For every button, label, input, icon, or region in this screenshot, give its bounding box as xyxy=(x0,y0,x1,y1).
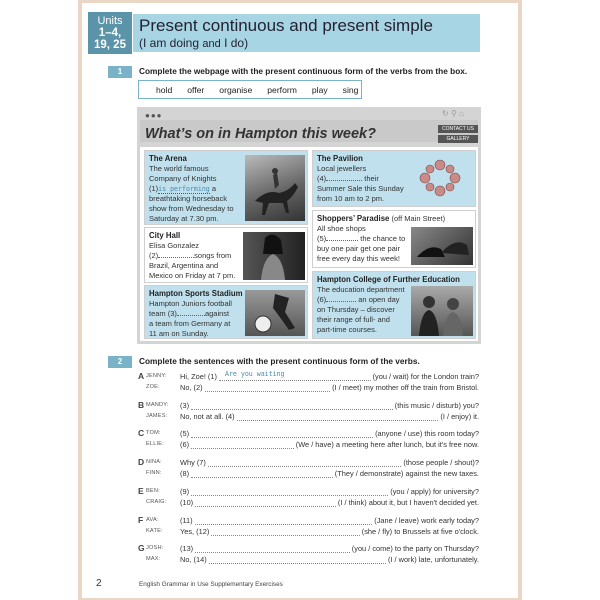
speaker-2: MAX: xyxy=(146,556,161,562)
stadium-blank[interactable] xyxy=(177,315,205,316)
city-hall-heading: City Hall xyxy=(149,231,181,240)
arena-heading: The Arena xyxy=(149,154,187,163)
line-2-start: Yes, (12) xyxy=(180,527,210,536)
line-2-end: (I / enjoy) it. xyxy=(440,412,479,421)
college-gap-number: (6) xyxy=(317,295,327,304)
line-2-end: (They / demonstrate) against the new taxes. xyxy=(334,469,479,478)
webpage-title: What’s on in Hampton this week? xyxy=(145,126,376,142)
units-range: 1–4, xyxy=(98,27,122,39)
answer-blank[interactable] xyxy=(205,384,331,392)
exercise-2-number: 2 xyxy=(108,356,132,368)
speaker-1: AVA: xyxy=(146,517,159,523)
arena-line-6: Saturday at 7.30 pm. xyxy=(149,214,219,223)
shoppers-heading-2: (off Main Street) xyxy=(391,214,446,223)
college-card xyxy=(312,271,476,339)
line-1-start: (11) xyxy=(180,516,193,525)
search-icon: ⚲ xyxy=(450,109,457,118)
speaker-2: FINN: xyxy=(146,470,162,476)
word-perform: perform xyxy=(267,84,297,95)
pavilion-line-2 xyxy=(317,174,404,184)
shoppers-heading-line xyxy=(317,214,445,224)
shoppers-paradise-card xyxy=(312,210,476,268)
shoppers-blank[interactable] xyxy=(326,240,358,241)
footer-text: English Grammar in Use Supplementary Exercises xyxy=(139,581,283,588)
arena-card xyxy=(144,150,308,225)
pavilion-gap-number: (4) xyxy=(317,174,327,183)
answer-blank[interactable] xyxy=(195,517,373,525)
speaker-1: TOM: xyxy=(146,430,161,436)
word-box xyxy=(138,80,362,99)
city-hall-card xyxy=(144,227,308,283)
city-hall-line-1: Elisa Gonzalez xyxy=(149,241,200,250)
speaker-2: KATE: xyxy=(146,528,163,534)
arena-line-1: The world famous xyxy=(149,164,209,173)
exercise-1-instruction: Complete the webpage with the present continuous form of the verbs from the box. xyxy=(139,66,468,76)
line-1-start: (9) xyxy=(180,487,190,496)
line-1-start: Why (7) xyxy=(180,458,206,467)
stadium-line-1: Hampton Juniors football xyxy=(149,299,232,308)
page-title: Present continuous and present simple xyxy=(139,16,433,35)
arena-line-3 xyxy=(149,184,234,194)
pavilion-line-1: Local jewellers xyxy=(317,164,367,173)
word-play: play xyxy=(311,84,328,95)
city-hall-line-3: Brazil, Argentina and xyxy=(149,261,219,270)
shoppers-gap-number: (5) xyxy=(317,234,327,243)
refresh-icon: ↻ xyxy=(442,109,449,118)
city-hall-line-2 xyxy=(149,251,235,261)
stadium-line-3: a team from Germany at xyxy=(149,319,231,328)
answer-blank[interactable] xyxy=(208,459,402,467)
line-2-end: (I / meet) my mother off the train from Bristol. xyxy=(332,383,479,392)
line-1-start: (13) xyxy=(180,544,194,553)
subtitle-part-1: (I am doing xyxy=(139,36,200,50)
answer-blank[interactable] xyxy=(191,441,294,449)
speaker-2: JAMES: xyxy=(146,413,168,419)
line-1-end: (those people / shout)? xyxy=(403,458,479,467)
college-blank[interactable] xyxy=(326,301,356,302)
city-hall-line-2-end: songs from xyxy=(194,251,232,260)
college-line-4: their range of full- and xyxy=(317,315,390,324)
item-letter: G xyxy=(138,543,145,553)
line-2-end: (I / work) late, unfortunately. xyxy=(387,555,479,564)
shoppers-heading: Shoppers’ Paradise xyxy=(317,214,390,223)
word-offer: offer xyxy=(187,84,205,95)
line-2-end: (I / think) about it, but I haven't decided yet. xyxy=(337,498,479,507)
window-dots-icon: ●●● xyxy=(145,111,163,120)
stadium-gap-number: team (3) xyxy=(149,309,177,318)
city-hall-text xyxy=(149,231,235,281)
answer-blank[interactable] xyxy=(191,488,388,496)
units-badge xyxy=(88,12,132,54)
arena-line-5: show from Wednesday to xyxy=(149,204,234,213)
city-hall-line-4: Mexico on Friday at 7 pm. xyxy=(149,271,236,280)
college-line-2-end: an open day xyxy=(358,295,400,304)
line-2-start: No, (14) xyxy=(180,555,207,564)
line-2-start: (6) xyxy=(180,440,190,449)
answer-blank[interactable] xyxy=(195,499,336,507)
line-1-end: (anyone / use) this room today? xyxy=(375,429,479,438)
item-letter: F xyxy=(138,515,144,525)
horse-rider-photo xyxy=(245,155,305,221)
pavilion-heading: The Pavilion xyxy=(317,154,363,163)
college-line-5: part-time courses. xyxy=(317,325,378,334)
arena-answer: is performing xyxy=(158,185,210,193)
word-hold: hold xyxy=(156,84,173,95)
line-2-start: No, not at all. (4) xyxy=(180,412,235,421)
singer-photo xyxy=(243,232,305,280)
arena-line-3-end: a xyxy=(211,184,217,193)
shoes-photo xyxy=(411,227,473,265)
exercise-2-instruction: Complete the sentences with the present continuous form of the verbs. xyxy=(139,356,420,366)
contact-us-button[interactable]: CONTACT US xyxy=(438,125,478,133)
units-label: Units xyxy=(97,15,123,27)
exercise-1-number: 1 xyxy=(108,66,132,78)
pavilion-line-4: from 10 am to 2 pm. xyxy=(317,194,385,203)
pavilion-text xyxy=(317,154,404,204)
answer-blank[interactable] xyxy=(219,370,371,381)
answer-blank[interactable] xyxy=(211,528,359,536)
page-number: 2 xyxy=(96,578,102,589)
shoppers-line-2-end: the chance to xyxy=(360,234,406,243)
shoppers-line-3: buy one pair get one pair xyxy=(317,244,400,253)
arena-gap-number: (1) xyxy=(149,184,159,193)
line-2-end: (she / fly) to Brussels at five o'clock. xyxy=(361,527,479,536)
item-letter: D xyxy=(138,457,145,467)
pavilion-line-2-end: their xyxy=(364,174,379,183)
sports-stadium-card xyxy=(144,285,308,339)
item-letter: B xyxy=(138,400,145,410)
college-line-1: The education department xyxy=(317,285,405,294)
stadium-line-4: 11 am on Sunday. xyxy=(149,329,209,338)
speaker-1: JOSH: xyxy=(146,545,164,551)
units-range-2: 19, 25 xyxy=(94,39,126,51)
line-1-end: (you / come) to the party on Thursday? xyxy=(351,544,479,553)
page-subtitle xyxy=(139,36,248,50)
college-line-3: on Thursday – discover xyxy=(317,305,395,314)
item-letter: C xyxy=(138,428,145,438)
word-sing: sing xyxy=(342,84,359,95)
speaker-1: BEN: xyxy=(146,488,160,494)
arena-line-2: Company of Knights xyxy=(149,174,217,183)
college-heading: Hampton College of Further Education xyxy=(317,275,460,284)
answer-blank[interactable] xyxy=(195,545,350,553)
answer-blank[interactable] xyxy=(191,430,373,438)
city-hall-gap-number: (2) xyxy=(149,251,159,260)
arena-text xyxy=(149,154,234,224)
line-1-end: (you / wait) for the London train? xyxy=(372,372,479,381)
item-letter: A xyxy=(138,371,145,381)
example-answer: Are you waiting xyxy=(224,370,285,378)
speaker-1: NINA: xyxy=(146,459,162,465)
line-1-end: (this music / disturb) you? xyxy=(394,401,479,410)
stadium-line-2-end: against xyxy=(204,309,230,318)
pavilion-line-3: Summer Sale this Sunday xyxy=(317,184,404,193)
pavilion-blank[interactable] xyxy=(326,180,362,181)
line-2-start: No, (2) xyxy=(180,383,203,392)
browser-toolbar-icons xyxy=(442,109,464,118)
gallery-button[interactable]: GALLERY xyxy=(438,135,478,143)
line-1-end: (you / apply) for university? xyxy=(390,487,479,496)
subtitle-part-3: I do) xyxy=(224,36,249,50)
stadium-text xyxy=(149,289,243,339)
home-icon: ⌂ xyxy=(459,109,464,118)
speaker-1: JENNY: xyxy=(146,373,167,379)
item-letter: E xyxy=(138,486,144,496)
stadium-line-2 xyxy=(149,309,243,319)
line-1-start: Hi, Zoe! (1) xyxy=(180,372,217,381)
line-2-start: (8) xyxy=(180,469,190,478)
pavilion-card xyxy=(312,150,476,207)
answer-blank[interactable] xyxy=(191,470,333,478)
city-hall-blank[interactable] xyxy=(158,257,194,258)
line-2-end: (We / have) a meeting here after lunch, but it's free now. xyxy=(295,440,479,449)
stadium-heading: Hampton Sports Stadium xyxy=(149,289,243,298)
speaker-1: MANDY: xyxy=(146,402,169,408)
line-1-start: (3) xyxy=(180,401,190,410)
speaker-2: CRAIG: xyxy=(146,499,167,505)
answer-blank[interactable] xyxy=(237,413,439,421)
subtitle-part-2: and xyxy=(202,38,221,50)
line-1-start: (5) xyxy=(180,429,190,438)
answer-blank[interactable] xyxy=(191,402,393,410)
students-photo xyxy=(411,286,473,336)
football-photo xyxy=(245,290,305,336)
bracelet-photo xyxy=(415,157,465,199)
speaker-2: ELLIE: xyxy=(146,441,164,447)
answer-blank[interactable] xyxy=(209,556,386,564)
word-organise: organise xyxy=(219,84,253,95)
shoppers-line-4: free every day this week! xyxy=(317,254,400,263)
shoppers-line-1: All shoe shops xyxy=(317,224,366,233)
line-1-end: (Jane / leave) work early today? xyxy=(374,516,479,525)
line-2-start: (10) xyxy=(180,498,194,507)
speaker-2: ZOE: xyxy=(146,384,160,390)
arena-line-4: breathtaking horseback xyxy=(149,194,227,203)
